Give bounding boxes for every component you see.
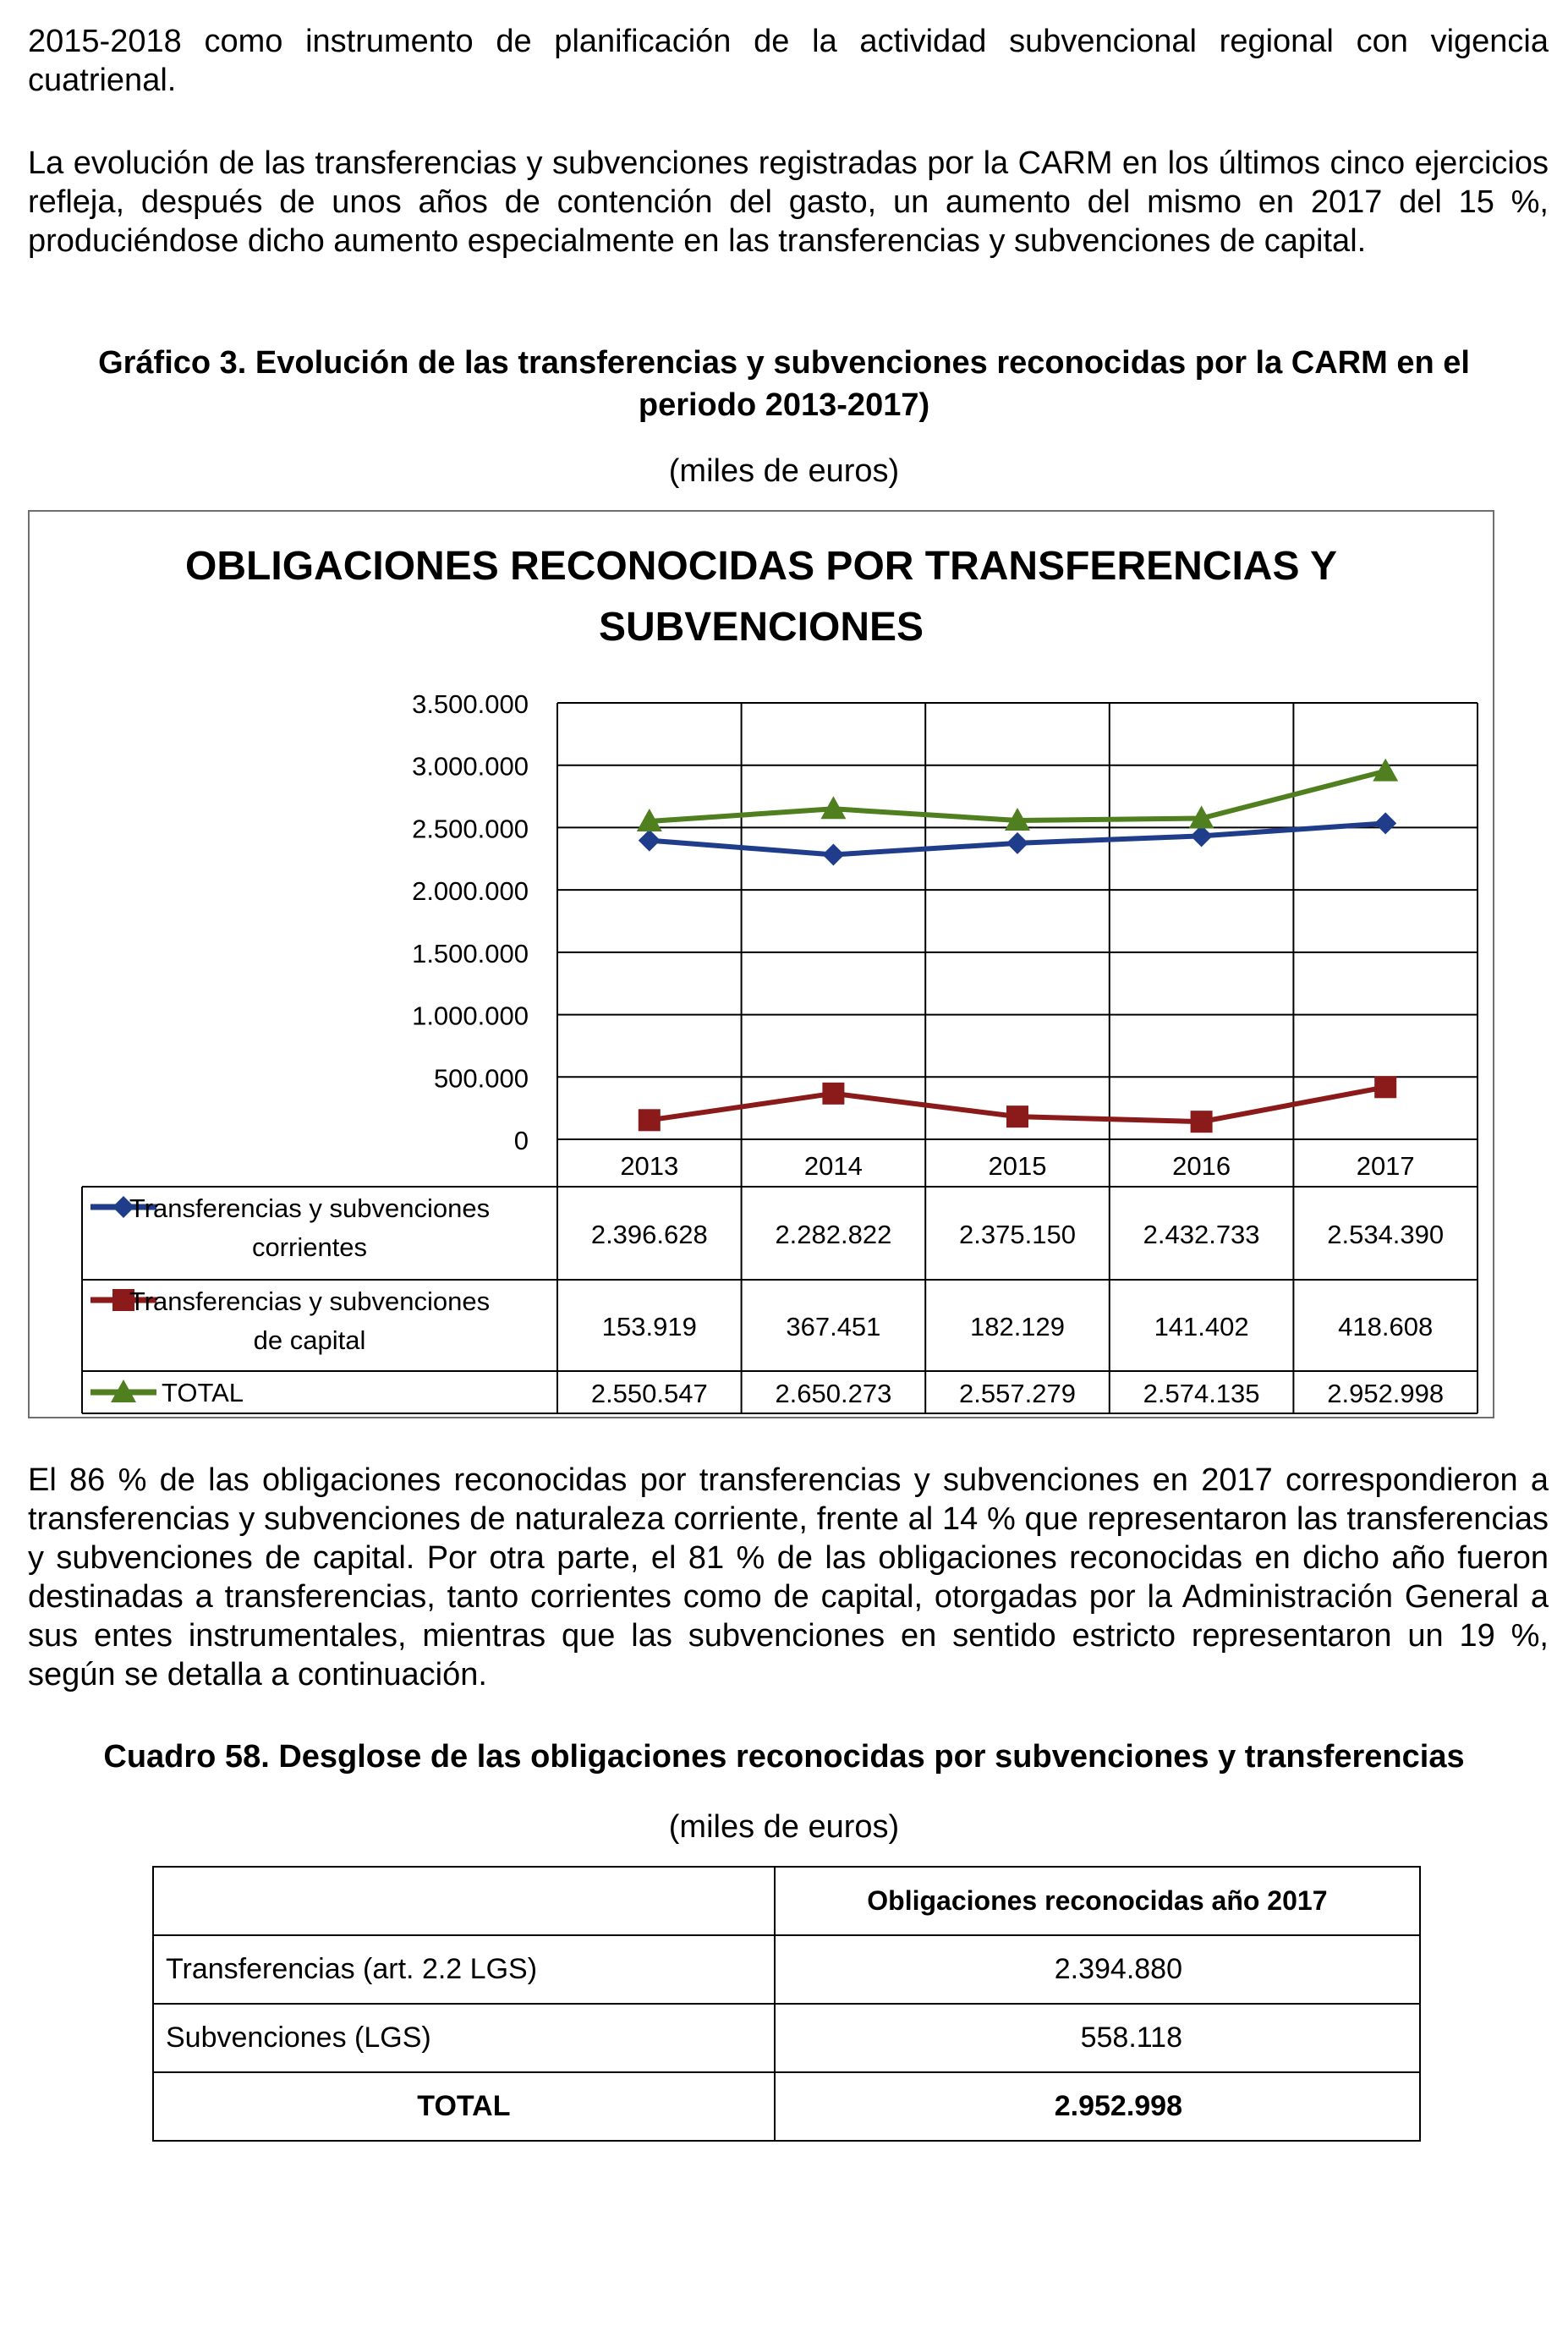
chart-container [28,510,1494,1418]
figure-caption-line2: periodo 2013-2017) [638,387,930,423]
table-value-cell: 182.129 [969,1312,1066,1341]
data-point [1006,832,1028,854]
table-row [153,2004,1420,2072]
y-tick-label: 1.500.000 [412,938,529,968]
x-tick-label: 2013 [620,1151,679,1181]
table-value-cell: 367.451 [786,1312,881,1341]
y-tick-label: 2.500.000 [412,814,529,844]
x-tick-label: 2016 [1172,1151,1231,1181]
table-value-cell: 2.557.279 [959,1379,1076,1408]
table-total-row [153,2072,1420,2141]
y-tick-label: 1.000.000 [412,1001,529,1031]
data-point [822,843,844,865]
table-value-cell: 2.550.547 [590,1379,708,1408]
total-value: 2.952.998 [775,2072,1420,2141]
chart-title-line: OBLIGACIONES RECONOCIDAS POR TRANSFERENCIAS Y [185,544,1337,589]
row-value: 558.118 [775,2004,1420,2072]
table-caption: Cuadro 58. Desglose de las obligaciones reconocidas por subvenciones y transferencias [103,1739,1465,1775]
paragraph-evolution: La evolución de las transferencias y subvenciones registradas por la CARM en los últimos cinco ejercicios refleja, después de unos años de contención del gasto, un aumento del mismo en 2017 del 15 %, produciéndose dicho aumento especialmente en las transferencias y subvenciones de capital. [28,145,1549,259]
total-label: TOTAL [153,2072,775,2141]
table-value-cell: 2.650.273 [775,1379,892,1408]
data-point [822,1083,844,1105]
row-value: 2.394.880 [775,1935,1420,2004]
data-point [639,830,661,852]
chart-title-line: SUBVENCIONES [598,605,924,650]
table-value-cell: 2.282.822 [775,1220,892,1249]
data-point [639,1109,661,1131]
y-tick-label: 500.000 [433,1063,529,1094]
line-chart [30,512,1493,1417]
table-value-cell: 2.396.628 [590,1220,708,1249]
data-point [1006,1105,1028,1127]
row-label: Transferencias (art. 2.2 LGS) [153,1935,775,2004]
paragraph-breakdown: El 86 % de las obligaciones reconocidas por transferencias y subvenciones en 2017 correspondieron a transferencias y subvenciones de naturaleza corriente, frente al 14 % que representaron las transferencias y subvenciones de capital. Por otra parte, el 81 % de las obligaciones reconocidas en dicho año fueron destinadas a transferencias, tanto corrientes como de capital, otorgadas por la Administración General a sus entes instrumentales, mientras que las subvenciones en sentido estricto representaron un 19 %, según se detalla a continuación. [28,1462,1549,1692]
y-tick-label: 3.500.000 [412,689,529,719]
series-name-line: de capital [253,1325,366,1355]
table-value-cell: 2.952.998 [1327,1379,1445,1408]
data-point [1374,1076,1396,1098]
header-empty-cell [153,1867,775,1935]
x-tick-label: 2015 [988,1151,1047,1181]
x-tick-label: 2017 [1356,1151,1415,1181]
table-value-cell: 2.375.150 [959,1220,1076,1249]
series-name-line: corrientes [251,1232,368,1262]
table-value-cell: 153.919 [601,1312,697,1341]
figure-units: (miles de euros) [668,453,900,489]
paragraph-intro: 2015-2018 como instrumento de planificación de la actividad subvencional regional con vigencia cuatrienal. [28,24,1549,98]
table-units: (miles de euros) [668,1809,900,1845]
data-point [1373,759,1398,782]
figure-caption-line1: Gráfico 3. Evolución de las transferencias y subvenciones reconocidas por la CARM en el [98,345,1470,381]
data-point [1191,1111,1213,1133]
y-tick-label: 2.000.000 [412,876,529,907]
table-value-cell: 2.432.733 [1143,1220,1260,1249]
data-point [1374,812,1396,834]
table-value-cell: 418.608 [1338,1312,1434,1341]
table-row [153,1935,1420,2004]
series-name-line: Transferencias y subvenciones [129,1286,491,1316]
table-header-row [153,1867,1420,1935]
y-tick-label: 3.000.000 [412,751,529,782]
series-name-line: TOTAL [162,1378,244,1407]
row-label: Subvenciones (LGS) [153,2004,775,2072]
table-value-cell: 2.574.135 [1143,1379,1260,1408]
table-value-cell: 2.534.390 [1327,1220,1445,1249]
table-value-cell: 141.402 [1154,1312,1249,1341]
series-name-line: Transferencias y subvenciones [129,1193,491,1223]
x-tick-label: 2014 [803,1151,863,1181]
header-obligaciones: Obligaciones reconocidas año 2017 [775,1867,1420,1935]
y-tick-label: 0 [513,1126,529,1155]
summary-table [152,1866,1421,2142]
